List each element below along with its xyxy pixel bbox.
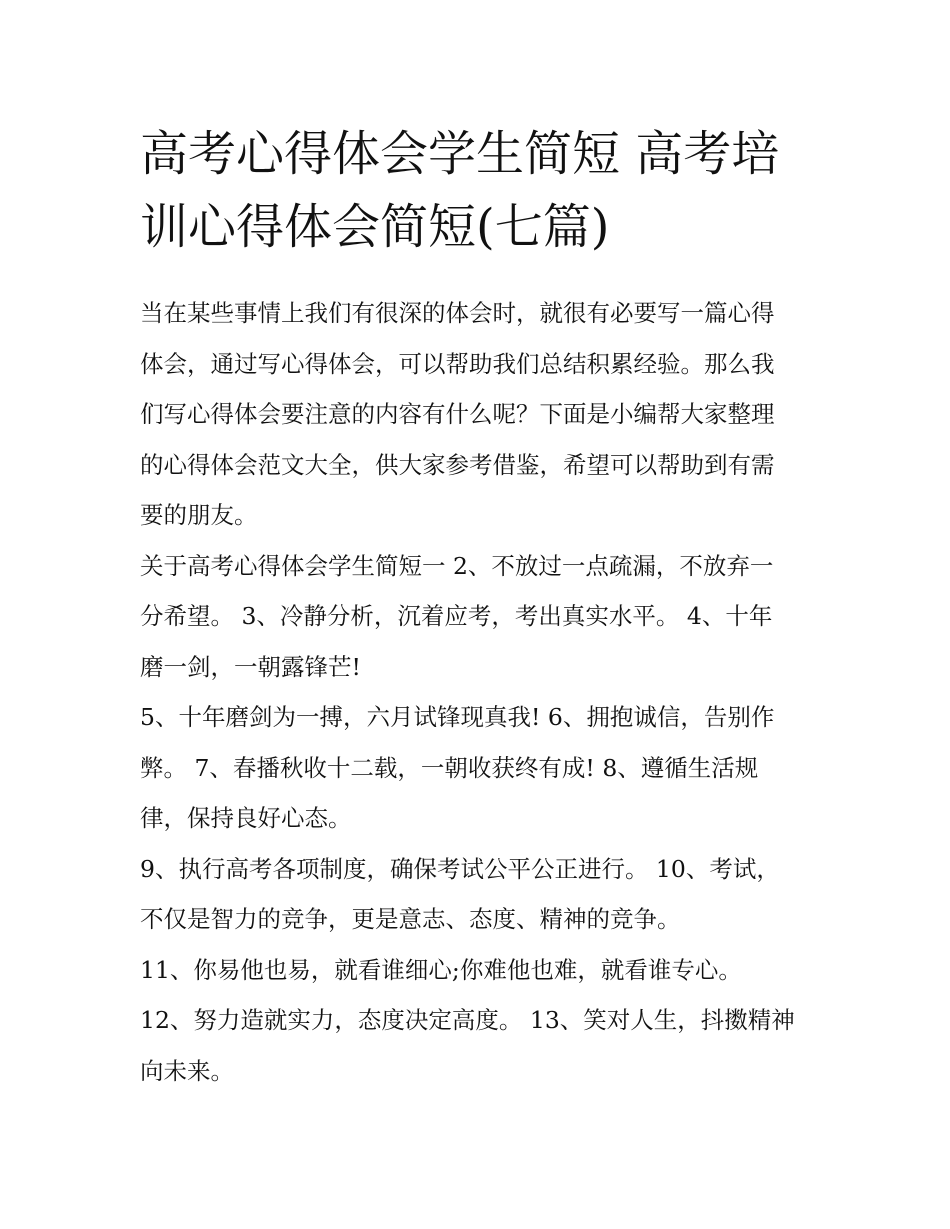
text-line: 磨一剑，一朝露锋芒!: [140, 652, 361, 681]
text-line: 11、你易他也易，就看谁细心;你难他也难，就看谁专心。: [140, 955, 742, 984]
body-paragraph: [140, 844, 812, 945]
text-line: 9、执行高考各项制度，确保考试公平公正进行。 10、考试，: [140, 854, 780, 883]
text-line: 们写心得体会要注意的内容有什么呢？下面是小编帮大家整理: [140, 400, 775, 428]
body-paragraph: [140, 692, 812, 844]
text-line: 不仅是智力的竞争，更是意志、态度、精神的竞争。: [140, 905, 681, 933]
text-line: 弊。 7、春播秋收十二载，一朝收获终有成! 8、遵循生活规: [140, 753, 759, 782]
text-line: 5、十年磨剑为一搏，六月试锋现真我! 6、拥抱诚信，告别作: [140, 703, 775, 731]
text-line: 当在某些事情上我们有很深的体会时，就很有必要写一篇心得: [140, 299, 775, 327]
text-line: 律，保持良好心态。: [140, 804, 352, 832]
text-line: 分希望。 3、冷静分析，沉着应考，考出真实水平。 4、十年: [140, 602, 773, 630]
title-line: 训心得体会简短(七篇): [140, 199, 610, 255]
text-line: 关于高考心得体会学生简短一 2、不放过一点疏漏，不放弃一: [140, 551, 774, 580]
title-line: 高考心得体会学生简短 高考培: [140, 126, 780, 182]
text-line: 要的朋友。: [140, 501, 258, 529]
text-line: 向未来。: [140, 1056, 234, 1085]
document-title: [140, 118, 812, 264]
text-line: 体会，通过写心得体会，可以帮助我们总结积累经验。那么我: [140, 349, 775, 378]
body-paragraph: [140, 995, 812, 1096]
text-line: 12、努力造就实力，态度决定高度。 13、笑对人生，抖擞精神: [140, 1006, 795, 1034]
body-paragraph: [140, 945, 812, 996]
body-paragraph: [140, 541, 812, 693]
text-line: 的心得体会范文大全，供大家参考借鉴，希望可以帮助到有需: [140, 450, 775, 479]
intro-paragraph: [140, 288, 812, 541]
document-body: [140, 118, 812, 1096]
